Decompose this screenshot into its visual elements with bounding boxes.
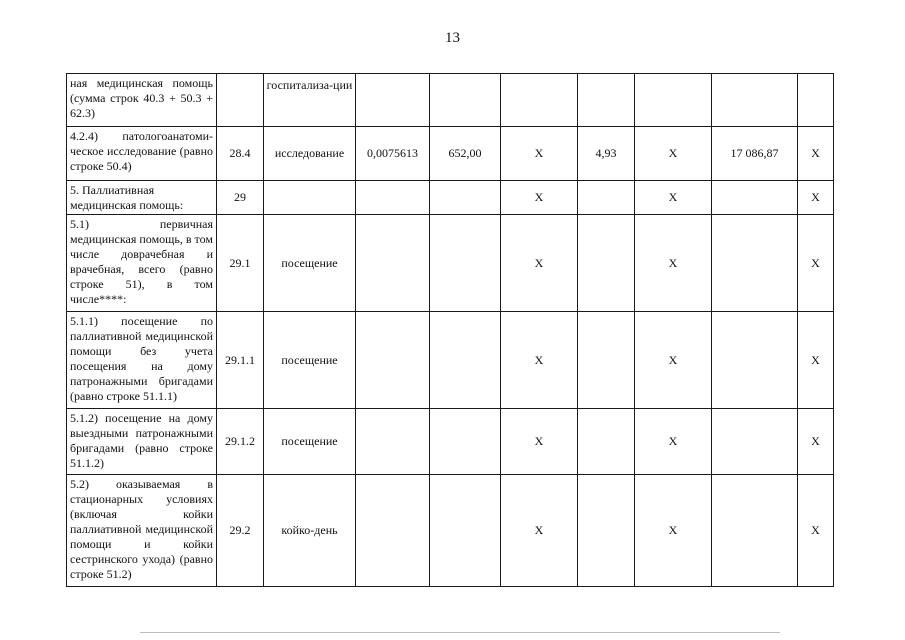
- row-name-cell: 5. Паллиативная медицинская помощь:: [67, 181, 217, 215]
- row-value-cell: X: [501, 475, 578, 587]
- row-value-cell: [430, 74, 501, 127]
- table-row: [67, 409, 834, 475]
- table-row: [67, 475, 834, 587]
- row-value-cell: 652,00: [430, 127, 501, 181]
- row-value-cell: [635, 74, 712, 127]
- row-value-cell: [430, 312, 501, 409]
- row-value-cell: 0,0075613: [356, 127, 430, 181]
- row-value-cell: [356, 312, 430, 409]
- row-value-cell: X: [798, 127, 834, 181]
- row-value-cell: X: [798, 181, 834, 215]
- row-value-cell: [356, 215, 430, 312]
- row-value-cell: [798, 74, 834, 127]
- page-edge-line: [140, 632, 780, 633]
- row-unit-cell: посещение: [264, 312, 356, 409]
- row-value-cell: [430, 215, 501, 312]
- row-code-cell: 29: [217, 181, 264, 215]
- row-value-cell: 17 086,87: [712, 127, 798, 181]
- row-value-cell: [578, 215, 635, 312]
- row-value-cell: [356, 74, 430, 127]
- row-value-cell: X: [501, 409, 578, 475]
- row-value-cell: [578, 181, 635, 215]
- row-value-cell: X: [501, 215, 578, 312]
- row-value-cell: [712, 215, 798, 312]
- table-row: [67, 74, 834, 127]
- row-value-cell: [356, 181, 430, 215]
- row-value-cell: [712, 181, 798, 215]
- row-value-cell: X: [635, 312, 712, 409]
- row-value-cell: X: [501, 181, 578, 215]
- row-value-cell: X: [635, 127, 712, 181]
- row-code-cell: 29.1: [217, 215, 264, 312]
- row-unit-cell: госпитализа-ции: [264, 74, 356, 127]
- row-code-cell: 28.4: [217, 127, 264, 181]
- row-value-cell: [712, 312, 798, 409]
- table-row: [67, 215, 834, 312]
- row-value-cell: X: [635, 475, 712, 587]
- row-unit-cell: посещение: [264, 215, 356, 312]
- row-value-cell: X: [798, 312, 834, 409]
- row-value-cell: X: [798, 409, 834, 475]
- row-unit-cell: [264, 181, 356, 215]
- row-code-cell: 29.1.1: [217, 312, 264, 409]
- row-value-cell: X: [501, 312, 578, 409]
- row-code-cell: 29.2: [217, 475, 264, 587]
- row-name-cell: 5.1.2) посещение на дому выездными патронажными бригадами (равно строке 51.1.2): [67, 409, 217, 475]
- row-value-cell: [712, 475, 798, 587]
- row-value-cell: X: [501, 127, 578, 181]
- row-value-cell: [356, 409, 430, 475]
- row-unit-cell: посещение: [264, 409, 356, 475]
- row-value-cell: [430, 475, 501, 587]
- row-value-cell: [578, 409, 635, 475]
- row-value-cell: [430, 409, 501, 475]
- row-name-cell: 5.1) первичная медицинская помощь, в том числе доврачебная и врачебная, всего (равно строке 51), в том числе****:: [67, 215, 217, 312]
- row-name-cell: 5.1.1) посещение по паллиативной медицинской помощи без учета посещения на дому патронажными бригадами (равно строке 51.1.1): [67, 312, 217, 409]
- row-value-cell: X: [635, 181, 712, 215]
- page-number: 13: [445, 30, 460, 46]
- table-row: [67, 127, 834, 181]
- row-value-cell: 4,93: [578, 127, 635, 181]
- row-value-cell: [578, 312, 635, 409]
- table-row: [67, 181, 834, 215]
- row-name-cell: 4.2.4) патологоанатоми-ческое исследование (равно строке 50.4): [67, 127, 217, 181]
- row-value-cell: X: [798, 215, 834, 312]
- row-name-cell: 5.2) оказываемая в стационарных условиях (включая койки паллиативной медицинской помощи и койки сестринского ухода) (равно строке 51.2): [67, 475, 217, 587]
- row-value-cell: X: [798, 475, 834, 587]
- row-name-cell: ная медицинская помощь (сумма строк 40.3 + 50.3 + 62.3): [67, 74, 217, 127]
- table-row: [67, 312, 834, 409]
- row-value-cell: X: [635, 409, 712, 475]
- row-value-cell: [712, 409, 798, 475]
- row-unit-cell: койко-день: [264, 475, 356, 587]
- row-value-cell: [501, 74, 578, 127]
- row-code-cell: [217, 74, 264, 127]
- row-unit-cell: исследование: [264, 127, 356, 181]
- row-value-cell: [578, 475, 635, 587]
- row-value-cell: [578, 74, 635, 127]
- row-code-cell: 29.1.2: [217, 409, 264, 475]
- row-value-cell: [712, 74, 798, 127]
- row-value-cell: [430, 181, 501, 215]
- services-table: [66, 73, 834, 587]
- row-value-cell: X: [635, 215, 712, 312]
- row-value-cell: [356, 475, 430, 587]
